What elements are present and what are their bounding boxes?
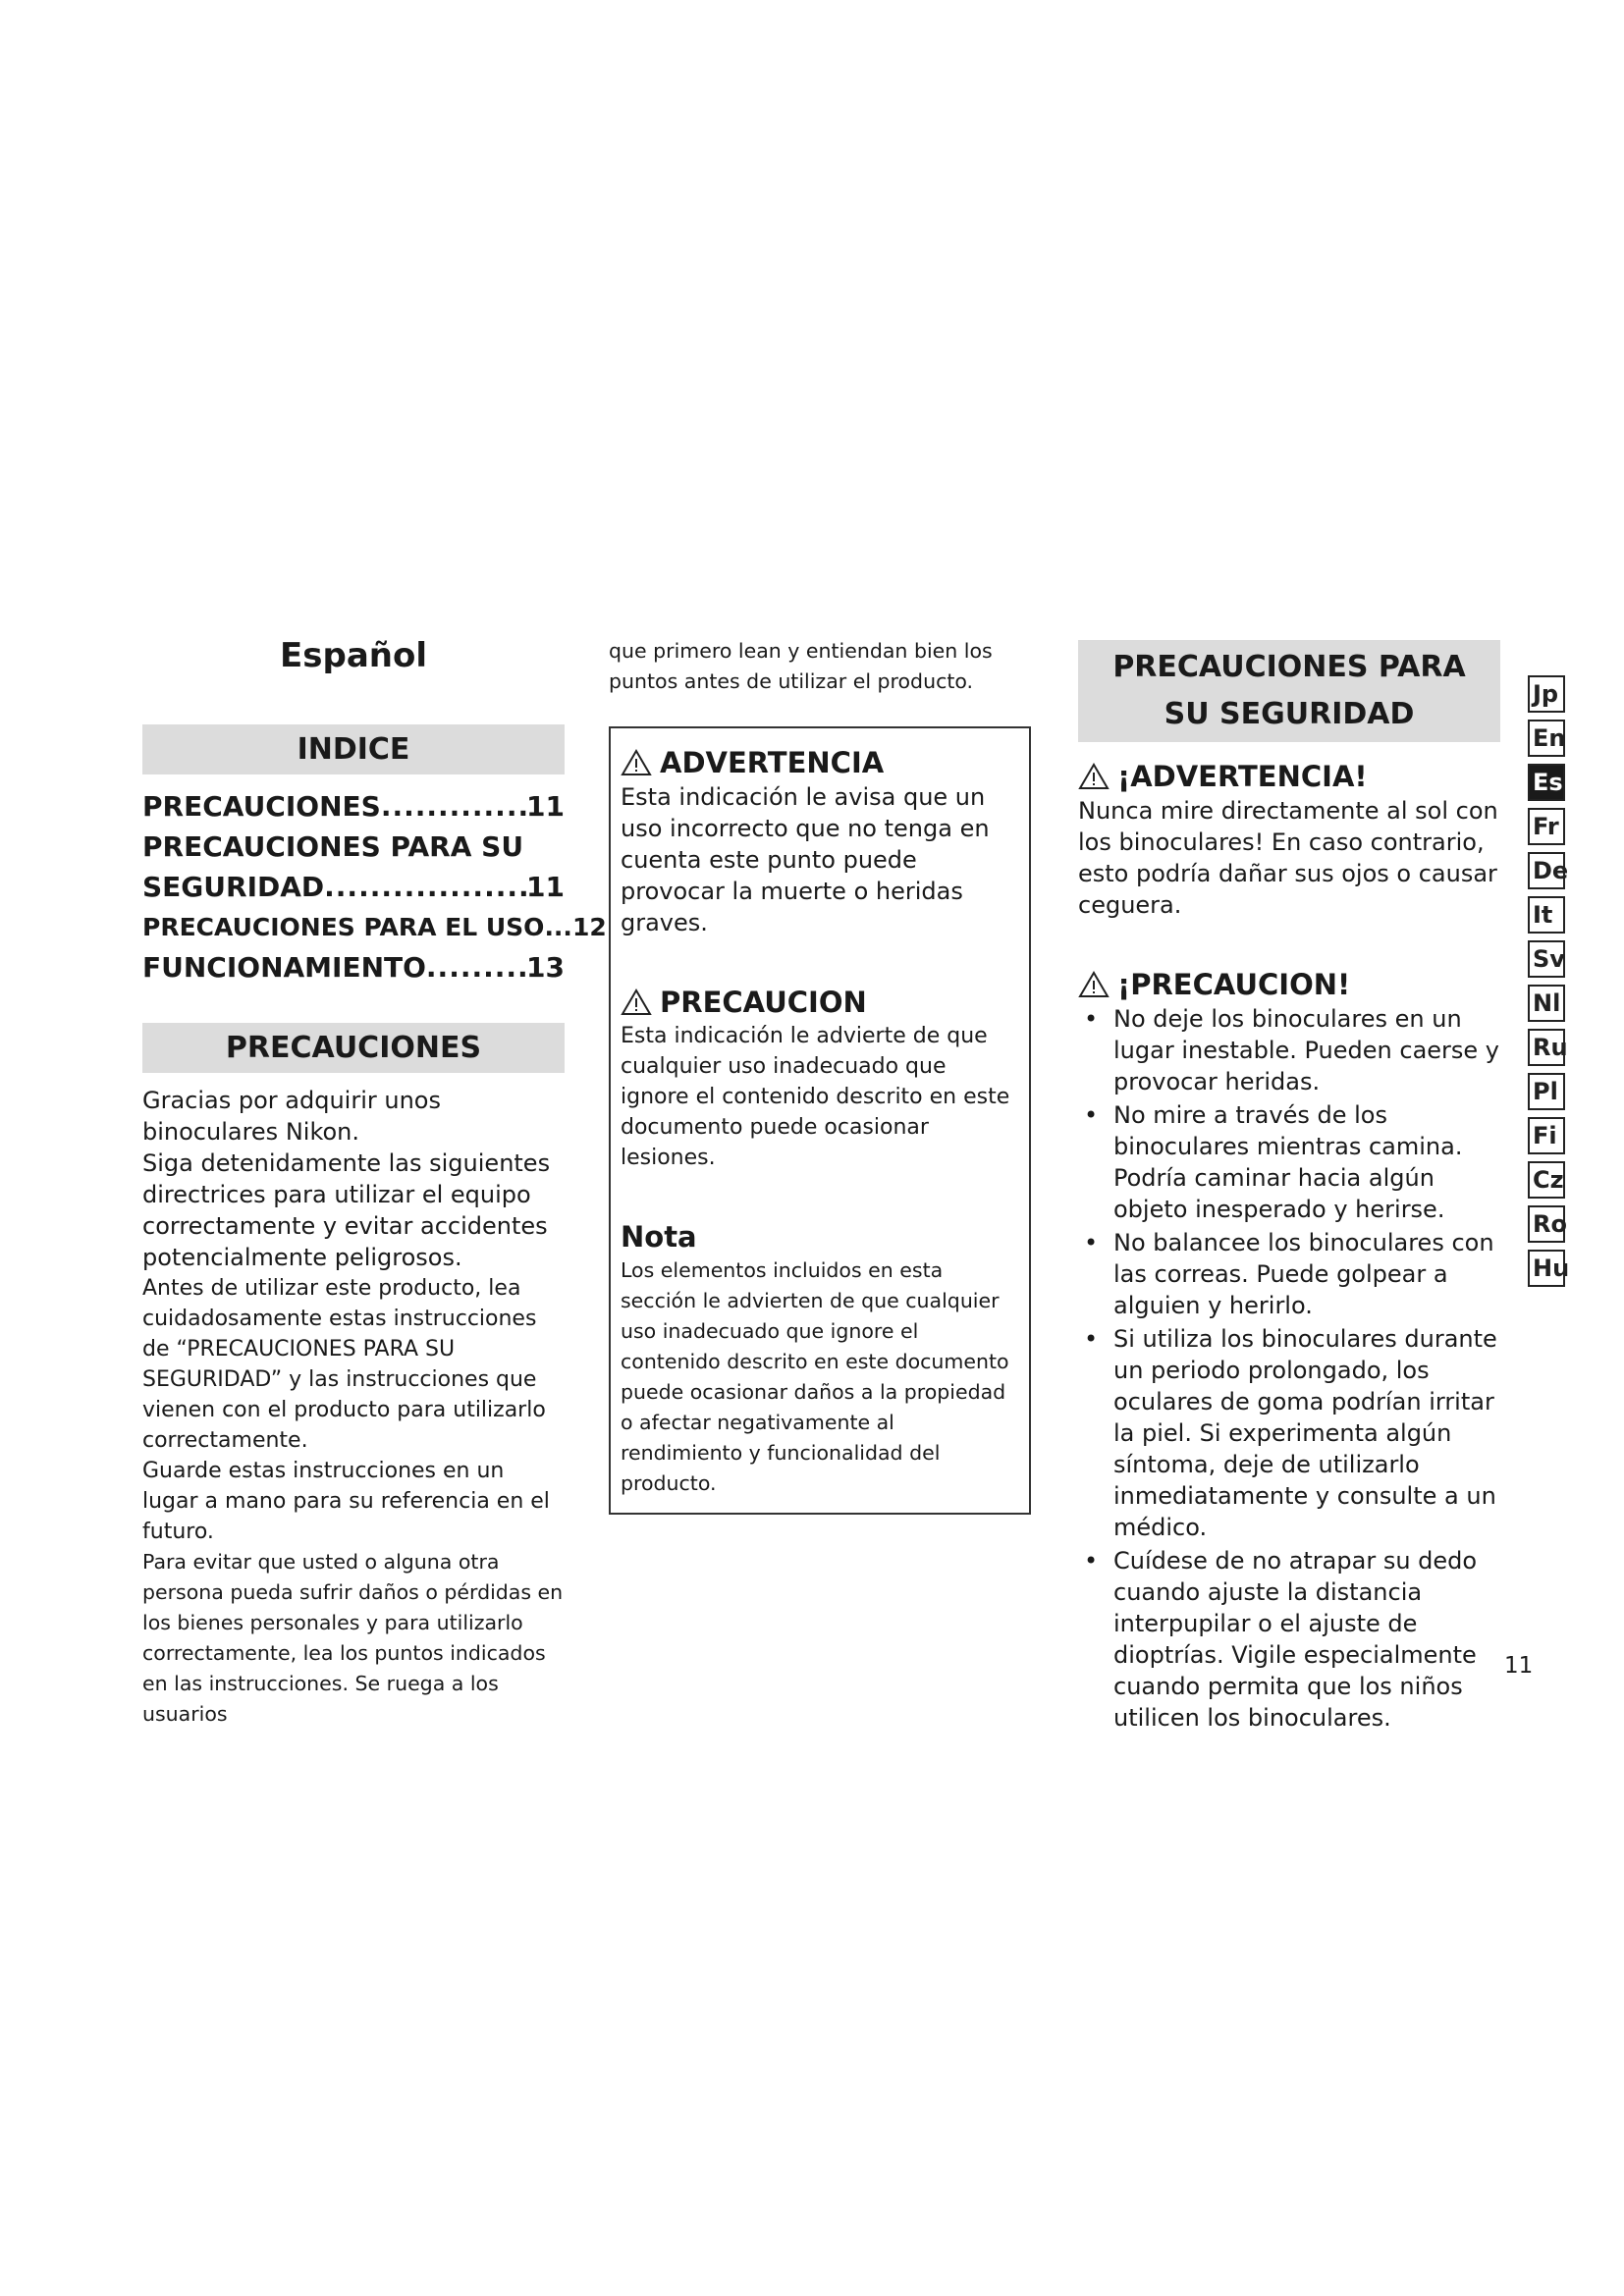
toc-page: 13 [526,951,565,984]
warning-triangle-icon [621,749,652,776]
language-title: Español [280,636,427,675]
language-tab-cz[interactable]: Cz [1528,1161,1565,1199]
toc-label: PRECAUCIONES [142,790,381,823]
list-item: • No deje los binoculares en un lugar inestable. Pueden caerse y provocar heridas. [1078,1003,1500,1097]
warning-triangle-icon [1078,763,1110,790]
language-tab-fr[interactable]: Fr [1528,808,1565,845]
toc-leader: ... [544,913,572,941]
toc-leader [426,947,526,988]
toc-leader [324,867,526,907]
keep-instructions-paragraph: Guarde estas instrucciones en un lugar a mano para su referencia en el futuro. [142,1459,550,1544]
precaucion-heading [621,986,1019,1019]
language-tab-en[interactable]: En [1528,720,1565,757]
toc-entry-precauciones-uso[interactable] [142,907,607,947]
column-right [1078,640,1500,1735]
intro-paragraph: Gracias por adquirir unos binoculares Nikon. [142,1087,441,1146]
language-tab-it[interactable]: It [1528,896,1565,934]
list-item: • Cuídese de no atrapar su dedo cuando ajuste la distancia interpupilar o el ajuste de dioptrías. Vigile especialmente cuando permita que los niños utilicen los binoculares. [1078,1545,1500,1734]
nota-text: Los elementos incluidos en esta sección le advierten de que cualquier uso inadecuado que ignore el contenido descrito en este documento puede ocasionar daños a la propiedad o afectar negativamente al rendimiento y funcionalidad del producto. [621,1258,1009,1495]
precaucion-text: Esta indicación le advierte de que cualquier uso inadecuado que ignore el contenido descrito en este documento puede ocasionar lesiones. [621,1024,1010,1170]
toc-label: SEGURIDAD [142,871,325,903]
advertencia-text: Esta indicación le avisa que un uso incorrecto que no tenga en cuenta este punto puede provocar la muerte o heridas graves. [621,783,990,936]
language-tabs [1528,675,1570,1294]
page-number: 11 [1504,1653,1534,1679]
safety-heading: PRECAUCIONES PARA SU SEGURIDAD [1078,640,1500,742]
safety-advertencia-label: ¡ADVERTENCIA! [1117,760,1368,793]
safety-advertencia-text: Nunca mire directamente al sol con los binoculares! En caso contrario, esto podría dañar sus ojos o causar ceguera. [1078,797,1498,919]
toc-page: 11 [526,871,565,903]
language-tab-jp[interactable]: Jp [1528,675,1565,713]
continuation-paragraph: que primero lean y entiendan bien los puntos antes de utilizar el producto. [609,639,993,693]
toc-entry-funcionamiento[interactable] [142,947,565,988]
notice-box [609,726,1031,1515]
safety-precaucion-heading [1078,968,1500,1001]
guidelines-paragraph: Siga detenidamente las siguientes directrices para utilizar el equipo correctamente y evitar accidentes potencialmente peligrosos. [142,1149,551,1271]
list-item: • Si utiliza los binoculares durante un periodo prolongado, los oculares de goma podrían irritar la piel. Si experimenta algún síntoma, deje de utilizarlo inmediatamente y consulte a un médico. [1078,1323,1500,1543]
toc-page: 11 [526,790,565,823]
nota-heading: Nota [621,1220,697,1254]
language-tab-hu[interactable]: Hu [1528,1250,1565,1287]
read-instructions-paragraph: Antes de utilizar este producto, lea cuidadosamente estas instrucciones de “PRECAUCIONES PARA SU SEGURIDAD” y las instrucciones que vienen con el producto para utilizarlo correctamente. [142,1276,546,1453]
table-of-contents [142,786,607,988]
warning-triangle-icon [1078,971,1110,998]
advertencia-label: ADVERTENCIA [660,746,885,779]
language-tab-ru[interactable]: Ru [1528,1029,1565,1066]
toc-entry-precauciones[interactable] [142,786,565,827]
avoid-damage-paragraph: Para evitar que usted o alguna otra persona pueda sufrir daños o pérdidas en los bienes personales y para utilizarlo correctamente, lea los puntos indicados en las instrucciones. Se ruega a los usuarios [142,1550,564,1726]
toc-leader [381,786,526,827]
safety-advertencia-heading [1078,760,1500,793]
column-left [142,628,607,1730]
language-tab-ro[interactable]: Ro [1528,1205,1565,1243]
list-item: • No balancee los binoculares con las correas. Puede golpear a alguien y herirlo. [1078,1227,1500,1321]
toc-label: PRECAUCIONES PARA SU [142,830,524,863]
toc-label: PRECAUCIONES PARA EL USO [142,913,545,941]
language-tab-fi[interactable]: Fi [1528,1117,1565,1154]
language-tab-nl[interactable]: Nl [1528,985,1565,1022]
toc-label: FUNCIONAMIENTO [142,951,426,984]
precaucion-label: PRECAUCION [660,986,867,1019]
safety-precaucion-label: ¡PRECAUCION! [1117,968,1351,1001]
precaution-list [1078,1003,1500,1734]
column-middle [609,636,1031,1515]
language-tab-de[interactable]: De [1528,852,1565,889]
warning-triangle-icon [621,988,652,1016]
toc-entry-precauciones-seguridad-line1[interactable] [142,827,565,867]
index-heading: INDICE [142,724,565,774]
list-item: • No mire a través de los binoculares mientras camina. Podría caminar hacia algún objeto inesperado y herirse. [1078,1099,1500,1225]
language-tab-sv[interactable]: Sv [1528,940,1565,978]
toc-page: 12 [571,913,607,941]
advertencia-heading [621,746,1019,779]
precauciones-heading: PRECAUCIONES [142,1023,565,1073]
language-tab-pl[interactable]: Pl [1528,1073,1565,1110]
toc-entry-seguridad[interactable] [142,867,565,907]
language-tab-es[interactable]: Es [1528,764,1565,801]
